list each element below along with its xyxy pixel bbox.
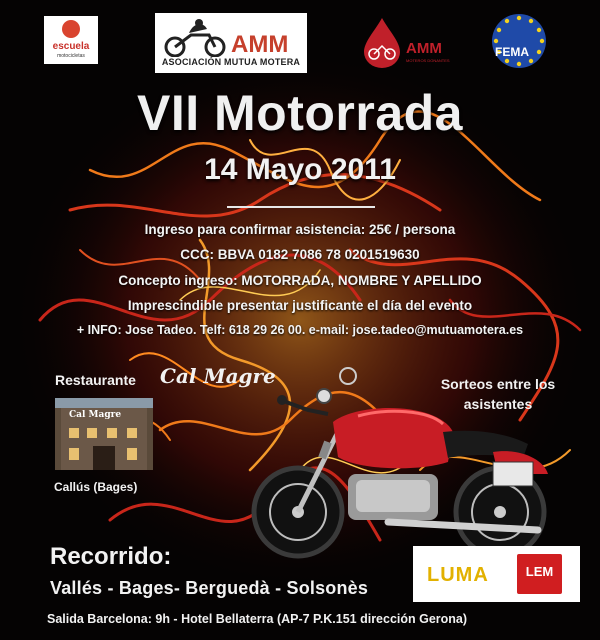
raffle-note: Sorteos entre los asistentes (440, 376, 556, 412)
fema-logo-text: FEMA (495, 45, 529, 59)
restaurant-name: Cal Magre (160, 364, 276, 388)
escuela-logo (44, 16, 98, 64)
helmet-icon (62, 20, 80, 38)
info-line-contact: + INFO: Jose Tadeo. Telf: 618 29 26 00. e-mail: jose.tadeo@mutuamotera.es (76, 323, 524, 337)
amm-donantes-logo-sub: MOTEROS DONANTES (406, 58, 450, 63)
info-line-concept: Concepto ingreso: MOTORRADA, NOMBRE Y APELLIDO (118, 273, 482, 288)
amm-donantes-logo (360, 14, 460, 70)
lem-logo-text: LEM (525, 564, 554, 579)
stars-circle-icon (488, 12, 550, 70)
restaurant-photo (55, 398, 153, 470)
info-line-proof: Imprescindible presentar justificante el día del evento (127, 298, 473, 313)
motorcycle-icon (161, 17, 231, 57)
restaurant-label: Restaurante (55, 372, 136, 388)
fema-logo (488, 12, 550, 70)
info-line-fee: Ingreso para confirmar asistencia: 25€ / persona (144, 222, 456, 237)
amm-main-logo-sub: ASOCIACIÓN MUTUA MOTERA (161, 57, 301, 67)
restaurant-building-image (55, 398, 153, 470)
amm-main-logo (155, 13, 307, 73)
restaurant-location: Callús (Bages) (54, 480, 138, 494)
title-divider (227, 206, 375, 208)
amm-main-logo-text: AMM (231, 31, 289, 58)
blood-drop-icon (360, 16, 404, 68)
route-stops: Vallés - Bages- Berguedà - Solsonès (50, 578, 369, 598)
event-title: VII Motorrada (137, 85, 463, 141)
sponsor-logos (413, 546, 580, 602)
info-line-account: CCC: BBVA 0182 7086 78 0201519630 (180, 247, 420, 262)
amm-donantes-logo-text: AMM (406, 40, 442, 57)
route-departure: Salida Barcelona: 9h - Hotel Bellaterra (AP-7 P.K.151 dirección Gerona) (47, 612, 468, 626)
route-heading: Recorrido: (50, 543, 172, 570)
escuela-logo-sub: motocicletas (57, 53, 85, 59)
luma-logo: LUMA (427, 564, 489, 586)
restaurant-sign: Cal Magre (69, 410, 122, 420)
motorcycle-image (238, 362, 560, 564)
lem-logo (517, 554, 562, 594)
event-date: 14 Mayo 2011 (204, 153, 396, 186)
escuela-logo-label: escuela (52, 41, 90, 52)
